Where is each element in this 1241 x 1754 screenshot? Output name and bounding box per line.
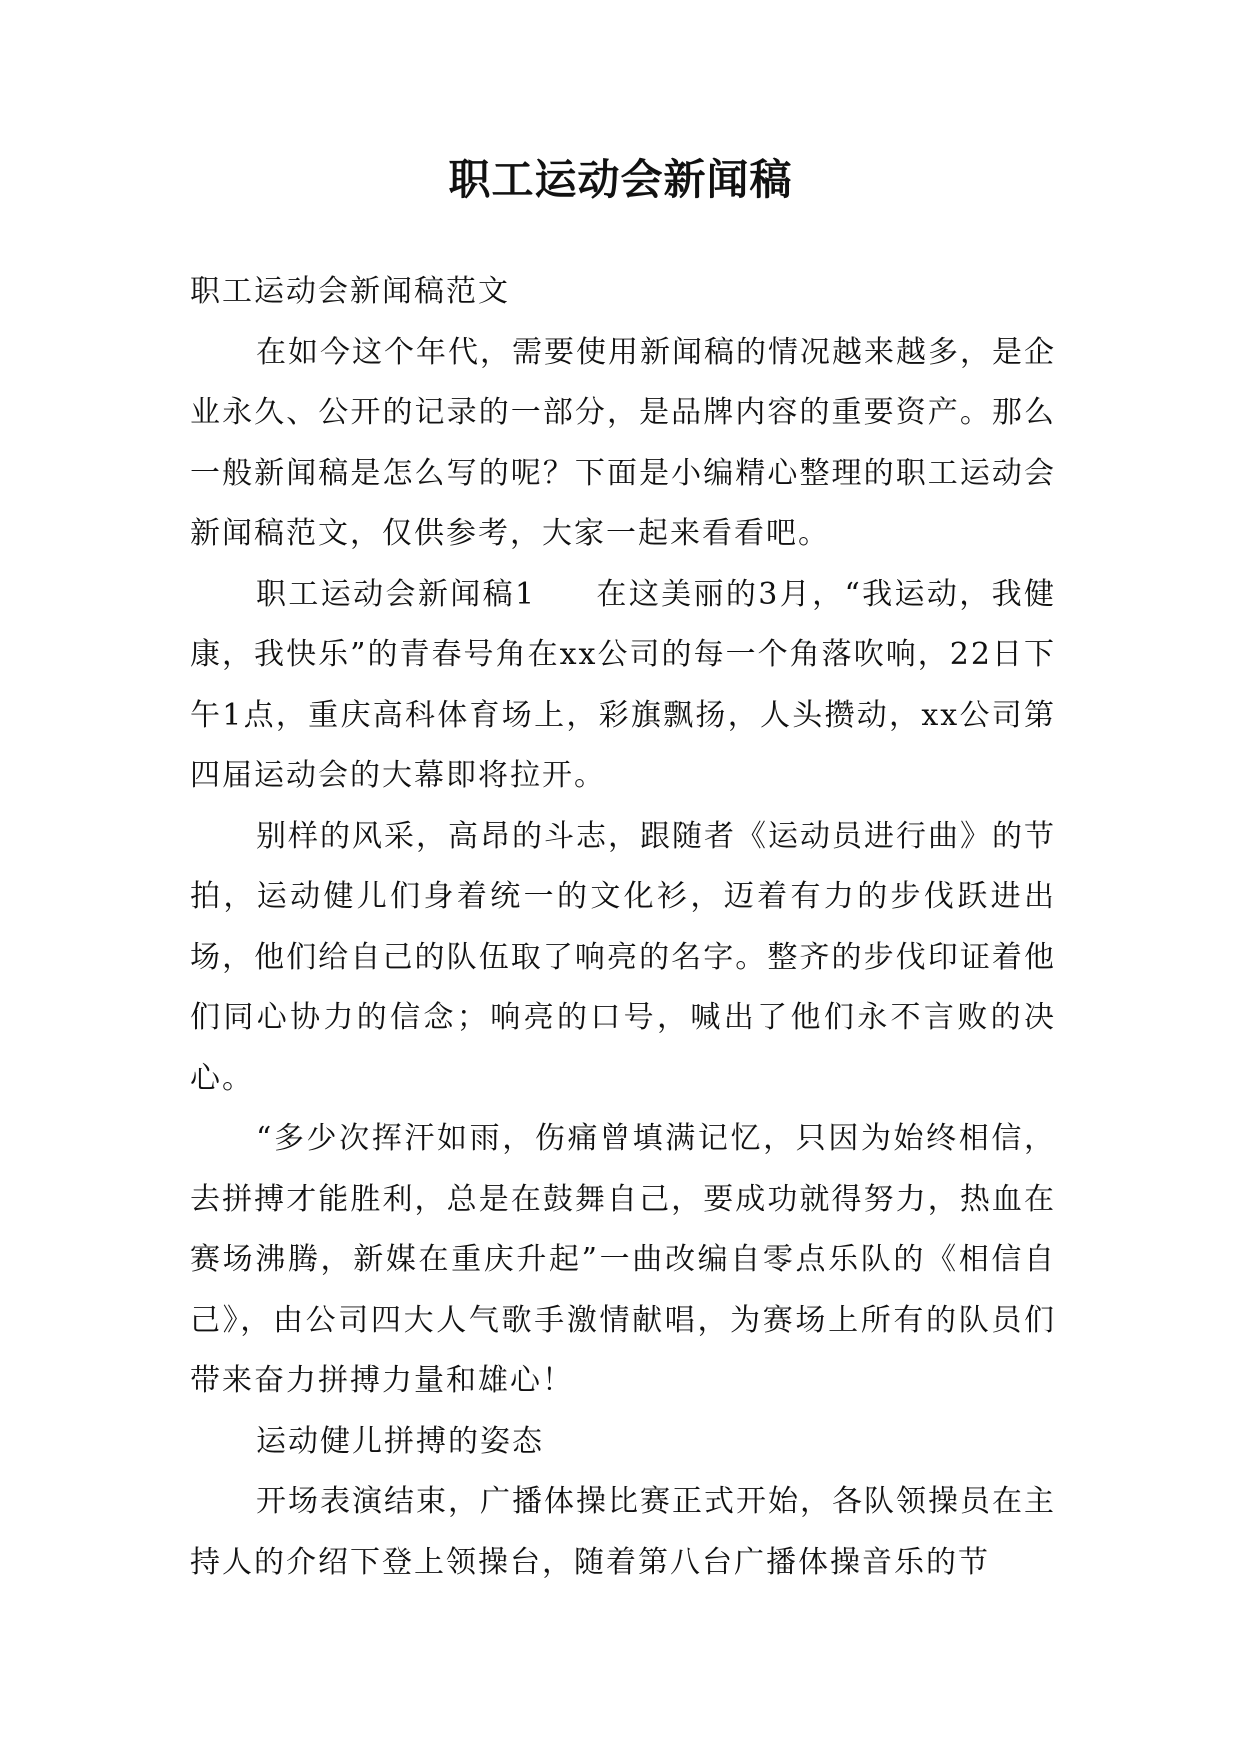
article-1-paragraph <box>190 565 1056 807</box>
subtitle-line: 职工运动会新闻稿范文 <box>190 274 510 309</box>
intro-paragraph: 在如今这个年代，需要使用新闻稿的情况越来越多，是企业永久、公开的记录的一部分，是品牌内容的重要资产。那么一般新闻稿是怎么写的呢？下面是小编精心整理的职工运动会新闻稿范文，仅供参考，大家一起来看看吧。 <box>190 334 1056 551</box>
paragraph-march: 别样的风采，高昂的斗志，跟随者《运动员进行曲》的节拍，运动健儿们身着统一的文化衫，迈着有力的步伐跃进出场，他们给自己的队伍取了响亮的名字。整齐的步伐印证着他们同心协力的信念；响亮的口号，喊出了他们永不言败的决心。 <box>190 818 1056 1096</box>
article-1-text: 在这美丽的3月，“我运动，我健康，我快乐”的青春号角在xx公司的每一个角落吹响，22日下午1点，重庆高科体育场上，彩旗飘扬，人头攒动，xx公司第四届运动会的大幕即将拉开。 <box>190 576 1056 793</box>
document-title: 职工运动会新闻稿 <box>448 155 793 204</box>
document-body <box>190 262 1056 1593</box>
paragraph-gymnastics: 开场表演结束，广播体操比赛正式开始，各队领操员在主持人的介绍下登上领操台，随着第八台广播体操音乐的节 <box>190 1484 1056 1580</box>
article-1-heading: 职工运动会新闻稿1 <box>256 576 537 612</box>
paragraph-song: “多少次挥汗如雨，伤痛曾填满记忆，只因为始终相信，去拼搏才能胜利，总是在鼓舞自己，要成功就得努力，热血在赛场沸腾，新媒在重庆升起”一曲改编自零点乐队的《相信自己》，由公司四大人气歌手激情献唱，为赛场上所有的队员们带来奋力拼搏力量和雄心！ <box>190 1121 1056 1398</box>
section-heading: 运动健儿拼搏的姿态 <box>256 1423 544 1459</box>
